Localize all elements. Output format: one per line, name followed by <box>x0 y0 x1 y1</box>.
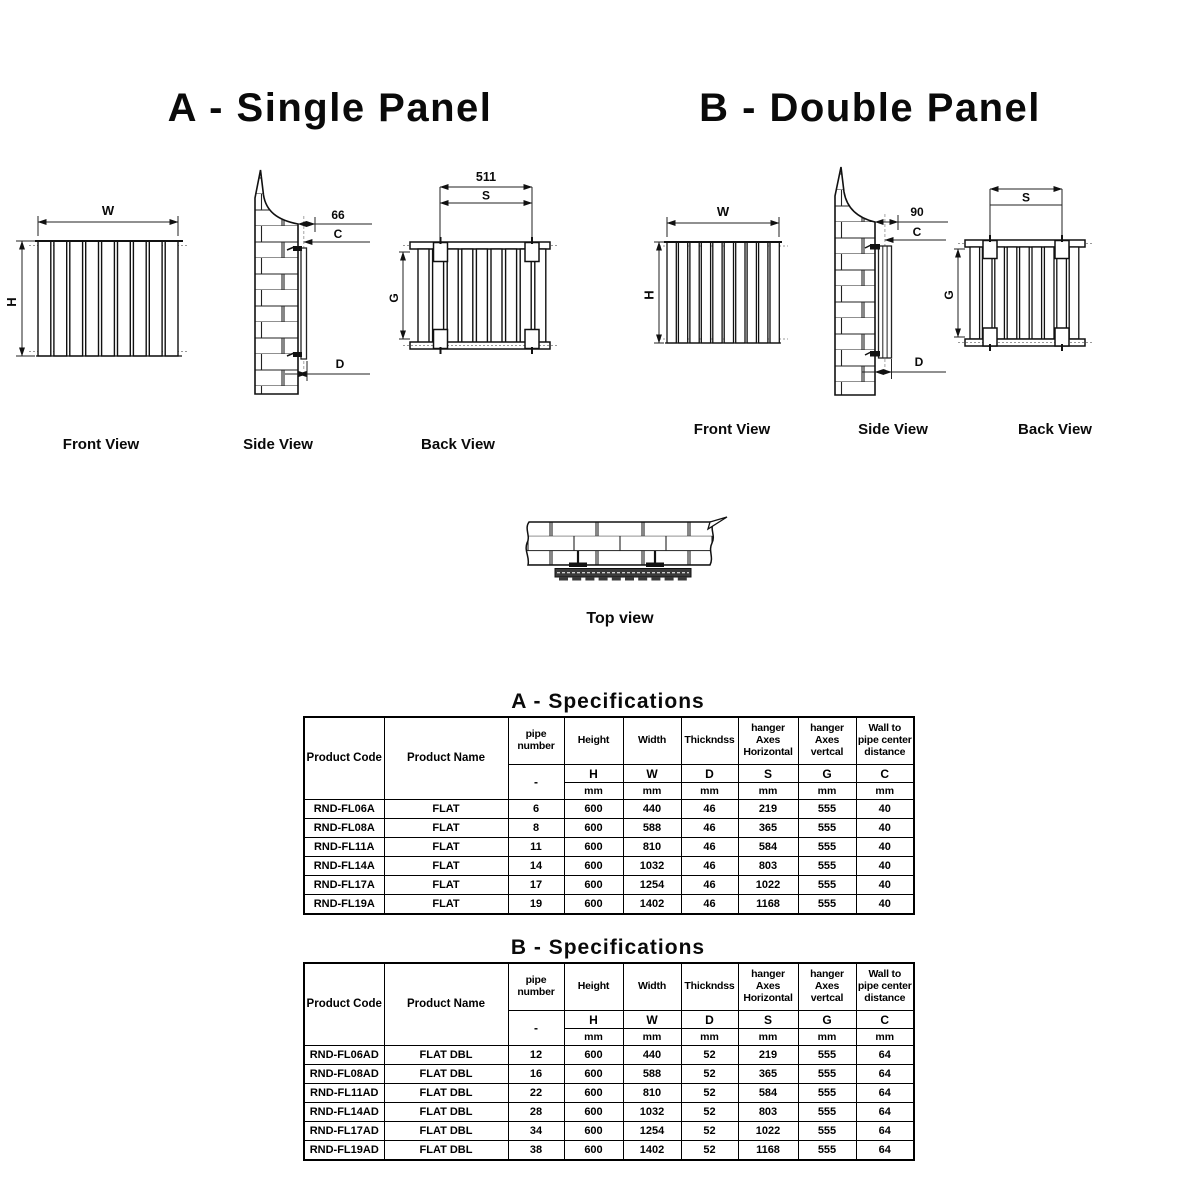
hanger-bracket-top-left <box>434 237 448 262</box>
column-header-height: Height <box>564 717 623 765</box>
table-cell: 1402 <box>623 1141 681 1161</box>
side-view-label-a: Side View <box>243 436 313 453</box>
table-cell: 600 <box>564 1065 623 1084</box>
table-cell: 46 <box>681 895 738 915</box>
table-cell: FLAT <box>384 800 508 819</box>
side-view-drawing-a <box>240 162 380 402</box>
symbol-cell: H <box>564 765 623 783</box>
column-header-height: Height <box>564 963 623 1011</box>
unit-cell: mm <box>856 783 914 800</box>
table-cell: 16 <box>508 1065 564 1084</box>
table-a <box>303 716 915 915</box>
table-cell: 588 <box>623 1065 681 1084</box>
table-cell: 555 <box>798 819 856 838</box>
table-cell: 46 <box>681 800 738 819</box>
brick-wall <box>526 517 727 565</box>
dimension-h <box>642 242 665 343</box>
symbol-cell: S <box>738 1011 798 1029</box>
table-cell: 600 <box>564 1046 623 1065</box>
hanger-bracket-top-right <box>525 237 539 262</box>
table-cell: RND-FL06A <box>304 800 384 819</box>
column-header-thickness: Thickndss <box>681 717 738 765</box>
table-cell: 555 <box>798 1065 856 1084</box>
unit-cell: mm <box>798 1029 856 1046</box>
table-cell: 64 <box>856 1103 914 1122</box>
symbol-cell: W <box>623 765 681 783</box>
offset-label: 90 <box>910 205 924 219</box>
hanger-bracket-top-left <box>983 235 997 259</box>
w-label: W <box>101 203 115 218</box>
table-cell: 555 <box>798 1046 856 1065</box>
table-cell: 40 <box>856 876 914 895</box>
table-cell: 40 <box>856 857 914 876</box>
table-cell: 64 <box>856 1141 914 1161</box>
s-value-label: 511 <box>475 170 497 184</box>
table-cell: 588 <box>623 819 681 838</box>
table-cell: 555 <box>798 1141 856 1161</box>
dimension-s <box>990 189 1062 244</box>
table-cell: 1402 <box>623 895 681 915</box>
table-cell: RND-FL14A <box>304 857 384 876</box>
symbol-cell: D <box>681 1011 738 1029</box>
table-cell: 8 <box>508 819 564 838</box>
hanger-bracket-bottom-left <box>434 330 448 355</box>
table-cell: FLAT DBL <box>384 1122 508 1141</box>
table-row <box>304 1084 914 1103</box>
d-label: D <box>914 355 924 369</box>
table-cell: FLAT <box>384 819 508 838</box>
table-cell: 365 <box>738 1065 798 1084</box>
table-cell: RND-FL06AD <box>304 1046 384 1065</box>
table-cell: 46 <box>681 857 738 876</box>
table-cell: 11 <box>508 838 564 857</box>
table-cell: 600 <box>564 895 623 915</box>
front-view-label-a: Front View <box>62 436 140 453</box>
table-cell: 46 <box>681 819 738 838</box>
table-cell: 1254 <box>623 1122 681 1141</box>
table-cell: RND-FL08AD <box>304 1065 384 1084</box>
symbol-cell: H <box>564 1011 623 1029</box>
table-cell: 600 <box>564 1103 623 1122</box>
unit-cell: mm <box>681 1029 738 1046</box>
table-cell: 52 <box>681 1103 738 1122</box>
table-row <box>304 857 914 876</box>
c-label: C <box>333 227 343 241</box>
table-row <box>304 1122 914 1141</box>
table-cell: 46 <box>681 838 738 857</box>
table-cell: 6 <box>508 800 564 819</box>
table-cell: 810 <box>623 1084 681 1103</box>
table-cell: RND-FL11AD <box>304 1084 384 1103</box>
section-a-title: A - Single Panel <box>167 86 493 130</box>
radiator-front-panel <box>659 242 788 343</box>
table-cell: 40 <box>856 800 914 819</box>
table-cell: 803 <box>738 857 798 876</box>
table-cell: 52 <box>681 1122 738 1141</box>
table-cell: 440 <box>623 800 681 819</box>
h-label: H <box>4 297 19 307</box>
table-cell: RND-FL19A <box>304 895 384 915</box>
symbol-cell: C <box>856 765 914 783</box>
table-cell: 555 <box>798 838 856 857</box>
table-a-title: A - Specifications <box>511 690 705 713</box>
table-cell: 584 <box>738 838 798 857</box>
hanger-bracket-bottom-left <box>983 328 997 351</box>
table-cell: 810 <box>623 838 681 857</box>
table-cell: 600 <box>564 800 623 819</box>
table-cell: 1022 <box>738 876 798 895</box>
table-cell: 803 <box>738 1103 798 1122</box>
table-row <box>304 1065 914 1084</box>
unit-cell: mm <box>681 783 738 800</box>
table-cell: 64 <box>856 1065 914 1084</box>
table-cell: 600 <box>564 838 623 857</box>
table-b-title: B - Specifications <box>510 936 706 959</box>
table-cell: 555 <box>798 1122 856 1141</box>
table-cell: 1022 <box>738 1122 798 1141</box>
side-view-label-b: Side View <box>858 421 928 438</box>
table-cell: 22 <box>508 1084 564 1103</box>
top-view-drawing <box>505 505 735 595</box>
symbol-cell: S <box>738 765 798 783</box>
table-cell: 555 <box>798 1103 856 1122</box>
table-cell: 1168 <box>738 895 798 915</box>
column-header-hanger-horizontal: hanger Axes Horizontal <box>738 963 798 1011</box>
table-cell: RND-FL17AD <box>304 1122 384 1141</box>
table-cell: 38 <box>508 1141 564 1161</box>
c-label: C <box>912 225 922 239</box>
dimension-offset <box>875 205 948 230</box>
table-cell: 52 <box>681 1084 738 1103</box>
table-cell: 17 <box>508 876 564 895</box>
dimension-c <box>885 225 946 240</box>
back-view-drawing-a <box>387 168 565 383</box>
table-cell: 12 <box>508 1046 564 1065</box>
table-cell: FLAT <box>384 895 508 915</box>
table-cell: 52 <box>681 1065 738 1084</box>
front-view-drawing-a <box>4 196 208 376</box>
column-header-product-code: Product Code <box>304 717 384 800</box>
side-view-drawing-b <box>820 158 965 403</box>
unit-cell: mm <box>738 783 798 800</box>
table-cell: 1254 <box>623 876 681 895</box>
table-cell: 219 <box>738 1046 798 1065</box>
radiator-back-panel <box>958 240 1092 346</box>
table-cell: FLAT DBL <box>384 1084 508 1103</box>
table-cell: 555 <box>798 800 856 819</box>
hanger-bracket-bottom-right <box>525 330 539 355</box>
table-row <box>304 1103 914 1122</box>
table-cell: FLAT DBL <box>384 1103 508 1122</box>
dimension-s <box>440 170 532 246</box>
table-cell: 365 <box>738 819 798 838</box>
table-cell: 584 <box>738 1084 798 1103</box>
symbol-cell: W <box>623 1011 681 1029</box>
w-label: W <box>716 204 730 219</box>
dimension-w <box>38 203 178 236</box>
table-cell: RND-FL11A <box>304 838 384 857</box>
table-cell: 600 <box>564 857 623 876</box>
table-cell: FLAT <box>384 838 508 857</box>
table-cell: 600 <box>564 1084 623 1103</box>
d-label: D <box>335 357 345 371</box>
symbol-cell: C <box>856 1011 914 1029</box>
table-row <box>304 1141 914 1161</box>
offset-label: 66 <box>331 208 345 222</box>
table-cell: 555 <box>798 895 856 915</box>
table-cell: 555 <box>798 857 856 876</box>
column-header-wall-distance: Wall to pipe center distance <box>856 963 914 1011</box>
back-view-label-a: Back View <box>421 436 495 453</box>
table-cell: 64 <box>856 1046 914 1065</box>
table-cell: 64 <box>856 1122 914 1141</box>
table-cell: 555 <box>798 1084 856 1103</box>
back-view-drawing-b <box>942 168 1120 373</box>
table-cell: RND-FL14AD <box>304 1103 384 1122</box>
front-view-label-b: Front View <box>693 421 771 438</box>
symbol-cell: G <box>798 765 856 783</box>
column-header-product-name: Product Name <box>384 963 508 1046</box>
g-label: G <box>387 293 401 303</box>
back-view-label-b: Back View <box>1018 421 1092 438</box>
table-b <box>303 962 915 1161</box>
column-header-product-code: Product Code <box>304 963 384 1046</box>
unit-cell: mm <box>623 783 681 800</box>
unit-cell: mm <box>564 783 623 800</box>
table-cell: 440 <box>623 1046 681 1065</box>
hanger-bracket-bottom-right <box>1055 328 1069 351</box>
table-cell: 14 <box>508 857 564 876</box>
table-cell: FLAT DBL <box>384 1065 508 1084</box>
radiator-top-panel <box>555 569 691 581</box>
table-cell: 555 <box>798 876 856 895</box>
dimension-w <box>667 204 779 237</box>
section-b-title: B - Double Panel <box>699 86 1041 130</box>
unit-cell: mm <box>856 1029 914 1046</box>
brick-wall <box>255 170 298 394</box>
unit-cell: mm <box>623 1029 681 1046</box>
table-cell: RND-FL08A <box>304 819 384 838</box>
table-cell: FLAT DBL <box>384 1141 508 1161</box>
table-cell: FLAT <box>384 857 508 876</box>
dimension-g <box>387 252 410 339</box>
unit-cell: mm <box>798 783 856 800</box>
radiator-side-panel <box>301 216 307 370</box>
table-cell: 46 <box>681 876 738 895</box>
table-cell: 600 <box>564 819 623 838</box>
h-label: H <box>641 290 657 300</box>
brick-wall <box>835 167 875 395</box>
dimension-h <box>4 241 35 356</box>
unit-cell: mm <box>738 1029 798 1046</box>
top-view-label: Top view <box>586 610 654 627</box>
symbol-cell: - <box>508 765 564 800</box>
column-header-hanger-horizontal: hanger Axes Horizontal <box>738 717 798 765</box>
radiator-front-panel <box>29 241 187 356</box>
table-row <box>304 895 914 915</box>
table-cell: FLAT DBL <box>384 1046 508 1065</box>
table-cell: 52 <box>681 1141 738 1161</box>
symbol-cell: D <box>681 765 738 783</box>
table-cell: RND-FL17A <box>304 876 384 895</box>
table-cell: 52 <box>681 1046 738 1065</box>
column-header-hanger-vertical: hanger Axes vertcal <box>798 963 856 1011</box>
table-cell: 1168 <box>738 1141 798 1161</box>
table-cell: RND-FL19AD <box>304 1141 384 1161</box>
dimension-c <box>304 227 370 242</box>
table-row <box>304 838 914 857</box>
s-label: S <box>1021 190 1031 205</box>
table-cell: 1032 <box>623 1103 681 1122</box>
table-row <box>304 800 914 819</box>
column-header-wall-distance: Wall to pipe center distance <box>856 717 914 765</box>
table-row <box>304 819 914 838</box>
table-cell: 600 <box>564 1141 623 1161</box>
table-cell: 40 <box>856 838 914 857</box>
table-row <box>304 876 914 895</box>
table-cell: FLAT <box>384 876 508 895</box>
table-cell: 1032 <box>623 857 681 876</box>
column-header-pipe-number: pipe number <box>508 963 564 1011</box>
table-cell: 219 <box>738 800 798 819</box>
symbol-cell: - <box>508 1011 564 1046</box>
table-row <box>304 1046 914 1065</box>
table-cell: 19 <box>508 895 564 915</box>
hanger-bracket-top-right <box>1055 235 1069 259</box>
column-header-thickness: Thickndss <box>681 963 738 1011</box>
radiator-side-panel <box>879 214 892 370</box>
unit-cell: mm <box>564 1029 623 1046</box>
table-cell: 34 <box>508 1122 564 1141</box>
column-header-pipe-number: pipe number <box>508 717 564 765</box>
s-label: S <box>481 188 491 203</box>
column-header-width: Width <box>623 717 681 765</box>
table-cell: 40 <box>856 819 914 838</box>
table-cell: 600 <box>564 1122 623 1141</box>
table-cell: 64 <box>856 1084 914 1103</box>
table-cell: 600 <box>564 876 623 895</box>
g-label: G <box>942 290 956 300</box>
table-cell: 40 <box>856 895 914 915</box>
symbol-cell: G <box>798 1011 856 1029</box>
column-header-product-name: Product Name <box>384 717 508 800</box>
column-header-hanger-vertical: hanger Axes vertcal <box>798 717 856 765</box>
table-cell: 28 <box>508 1103 564 1122</box>
column-header-width: Width <box>623 963 681 1011</box>
